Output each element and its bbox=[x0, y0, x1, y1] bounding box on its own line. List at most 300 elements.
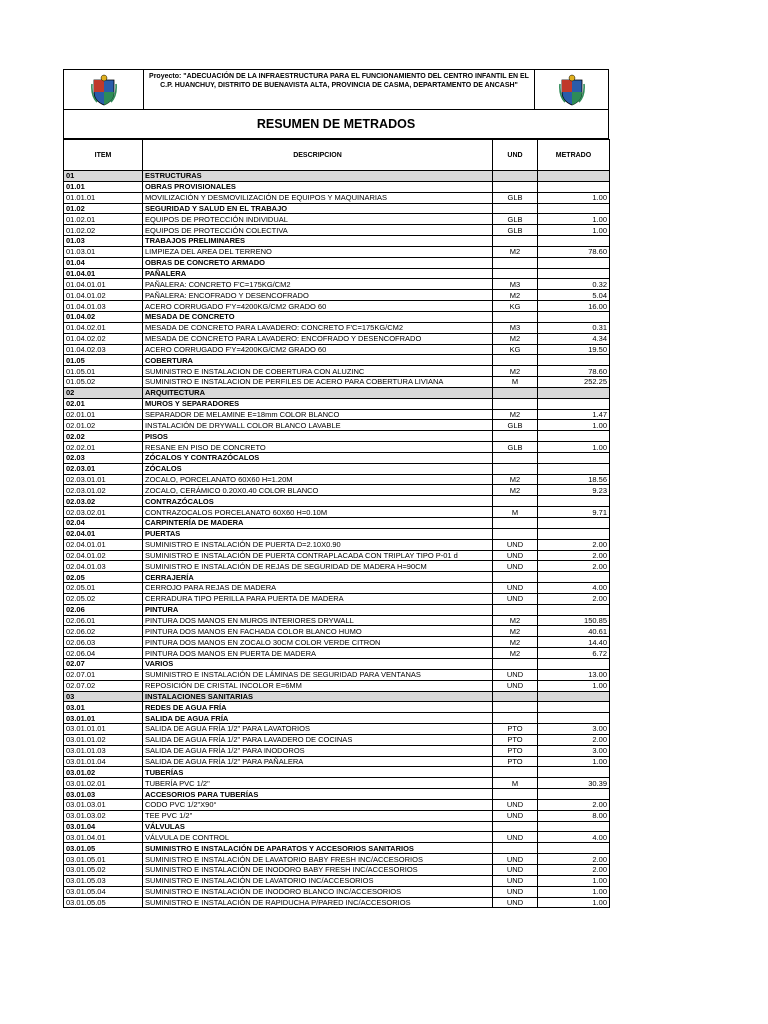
table-row bbox=[64, 886, 610, 897]
table-row bbox=[64, 496, 610, 507]
item-cell: 03.01.03.01 bbox=[64, 799, 143, 810]
metrado-cell bbox=[538, 257, 610, 268]
unit-cell bbox=[493, 463, 538, 474]
item-cell: 03.01.05 bbox=[64, 843, 143, 854]
description-cell: VÁLVULA DE CONTROL bbox=[143, 832, 493, 843]
unit-cell bbox=[493, 767, 538, 778]
project-title: Proyecto: "ADECUACIÓN DE LA INFRAESTRUCTURA PARA EL FUNCIONAMIENTO DEL CENTRO INFANTIL EN EL C.P. HUANCHUY, DISTRITO DE BUENAVISTA ALTA, PROVINCIA DE CASMA, DEPARTAMENTO DE ANCASH" bbox=[149, 73, 529, 89]
item-cell: 01.02.02 bbox=[64, 225, 143, 236]
item-cell: 01.04.01.01 bbox=[64, 279, 143, 290]
item-cell: 01.03 bbox=[64, 236, 143, 247]
metrado-cell bbox=[538, 821, 610, 832]
metrado-cell: 1.00 bbox=[538, 420, 610, 431]
unit-cell: M2 bbox=[493, 485, 538, 496]
item-cell: 02.05.02 bbox=[64, 593, 143, 604]
description-cell: MUROS Y SEPARADORES bbox=[143, 398, 493, 409]
table-row bbox=[64, 171, 610, 182]
metrado-cell bbox=[538, 528, 610, 539]
document-title: RESUMEN DE METRADOS bbox=[63, 110, 609, 139]
metrado-cell: 3.00 bbox=[538, 745, 610, 756]
table-row bbox=[64, 767, 610, 778]
description-cell: PAÑALERA bbox=[143, 268, 493, 279]
unit-cell: M2 bbox=[493, 290, 538, 301]
unit-cell bbox=[493, 572, 538, 583]
description-cell: INSTALACIONES SANITARIAS bbox=[143, 691, 493, 702]
table-row bbox=[64, 756, 610, 767]
unit-cell: UND bbox=[493, 810, 538, 821]
unit-cell bbox=[493, 702, 538, 713]
left-shield-logo bbox=[64, 70, 144, 109]
unit-cell: UND bbox=[493, 865, 538, 876]
unit-cell: M2 bbox=[493, 637, 538, 648]
table-row bbox=[64, 420, 610, 431]
item-cell: 01.03.01 bbox=[64, 246, 143, 257]
metrado-cell bbox=[538, 702, 610, 713]
item-cell: 01 bbox=[64, 171, 143, 182]
metrado-cell: 78.60 bbox=[538, 366, 610, 377]
unit-cell bbox=[493, 355, 538, 366]
description-cell: SUMINISTRO E INSTALACIÓN DE APARATOS Y ACCESORIOS SANITARIOS bbox=[143, 843, 493, 854]
description-cell: PAÑALERA: CONCRETO F'C=175KG/CM2 bbox=[143, 279, 493, 290]
metrado-cell: 78.60 bbox=[538, 246, 610, 257]
unit-cell: PTO bbox=[493, 734, 538, 745]
unit-cell: M bbox=[493, 507, 538, 518]
table-row bbox=[64, 268, 610, 279]
coat-of-arms-icon bbox=[91, 74, 117, 106]
metrado-cell: 2.00 bbox=[538, 539, 610, 550]
metrado-cell: 252.25 bbox=[538, 377, 610, 388]
description-cell: SALIDA DE AGUA FRÍA bbox=[143, 713, 493, 724]
item-cell: 03 bbox=[64, 691, 143, 702]
item-cell: 03.01.01.04 bbox=[64, 756, 143, 767]
item-cell: 01.04.02.03 bbox=[64, 344, 143, 355]
unit-cell bbox=[493, 604, 538, 615]
unit-cell bbox=[493, 496, 538, 507]
metrado-cell: 1.00 bbox=[538, 225, 610, 236]
description-cell: PINTURA DOS MANOS EN PUERTA DE MADERA bbox=[143, 648, 493, 659]
table-row bbox=[64, 734, 610, 745]
metrados-table bbox=[63, 139, 610, 908]
table-row bbox=[64, 648, 610, 659]
table-row bbox=[64, 572, 610, 583]
item-cell: 02.03.02 bbox=[64, 496, 143, 507]
unit-cell bbox=[493, 203, 538, 214]
metrado-cell: 1.00 bbox=[538, 680, 610, 691]
metrado-cell: 9.23 bbox=[538, 485, 610, 496]
unit-cell: UND bbox=[493, 875, 538, 886]
description-cell: COBERTURA bbox=[143, 355, 493, 366]
table-row bbox=[64, 322, 610, 333]
unit-cell: M2 bbox=[493, 474, 538, 485]
metrado-cell: 4.00 bbox=[538, 583, 610, 594]
table-row bbox=[64, 583, 610, 594]
metrado-cell: 2.00 bbox=[538, 550, 610, 561]
metrado-cell: 2.00 bbox=[538, 854, 610, 865]
metrado-cell bbox=[538, 398, 610, 409]
item-cell: 02.05.01 bbox=[64, 583, 143, 594]
description-cell: PINTURA DOS MANOS EN FACHADA COLOR BLANCO HUMO bbox=[143, 626, 493, 637]
description-cell: ARQUITECTURA bbox=[143, 387, 493, 398]
item-cell: 02.06.03 bbox=[64, 637, 143, 648]
description-cell: SUMINISTRO E INSTALACIÓN DE INODORO BLANCO INC/ACCESORIOS bbox=[143, 886, 493, 897]
item-cell: 02.07.02 bbox=[64, 680, 143, 691]
item-cell: 02 bbox=[64, 387, 143, 398]
description-cell: PINTURA DOS MANOS EN ZOCALO 30CM COLOR VERDE CITRON bbox=[143, 637, 493, 648]
metrado-cell bbox=[538, 181, 610, 192]
metrado-cell: 6.72 bbox=[538, 648, 610, 659]
table-row bbox=[64, 810, 610, 821]
table-row bbox=[64, 257, 610, 268]
item-cell: 01.02.01 bbox=[64, 214, 143, 225]
description-cell: SUMINISTRO E INSTALACIÓN DE REJAS DE SEGURIDAD DE MADERA H=90CM bbox=[143, 561, 493, 572]
table-row bbox=[64, 528, 610, 539]
metrado-cell: 2.00 bbox=[538, 593, 610, 604]
unit-cell: UND bbox=[493, 897, 538, 908]
unit-cell bbox=[493, 171, 538, 182]
metrado-cell: 2.00 bbox=[538, 799, 610, 810]
metrado-cell: 1.00 bbox=[538, 875, 610, 886]
unit-cell: UND bbox=[493, 550, 538, 561]
description-cell: CONTRAZÓCALOS bbox=[143, 496, 493, 507]
column-header-metrado: METRADO bbox=[538, 140, 610, 171]
item-cell: 03.01.01 bbox=[64, 713, 143, 724]
description-cell: MESADA DE CONCRETO bbox=[143, 311, 493, 322]
description-cell: CERROJO PARA REJAS DE MADERA bbox=[143, 583, 493, 594]
description-cell: TUBERÍAS bbox=[143, 767, 493, 778]
unit-cell bbox=[493, 398, 538, 409]
table-row bbox=[64, 181, 610, 192]
description-cell: TRABAJOS PRELIMINARES bbox=[143, 236, 493, 247]
description-cell: ACERO CORRUGADO F'Y=4200KG/CM2 GRADO 60 bbox=[143, 301, 493, 312]
unit-cell bbox=[493, 431, 538, 442]
item-cell: 03.01.03 bbox=[64, 789, 143, 800]
table-row bbox=[64, 821, 610, 832]
description-cell: CERRADURA TIPO PERILLA PARA PUERTA DE MADERA bbox=[143, 593, 493, 604]
unit-cell bbox=[493, 713, 538, 724]
unit-cell bbox=[493, 387, 538, 398]
table-row bbox=[64, 593, 610, 604]
item-cell: 03.01.04 bbox=[64, 821, 143, 832]
table-row bbox=[64, 518, 610, 529]
metrado-cell: 1.00 bbox=[538, 442, 610, 453]
unit-cell bbox=[493, 528, 538, 539]
table-row bbox=[64, 301, 610, 312]
description-cell: ACERO CORRUGADO F'Y=4200KG/CM2 GRADO 60 bbox=[143, 344, 493, 355]
description-cell: EQUIPOS DE PROTECCIÓN INDIVIDUAL bbox=[143, 214, 493, 225]
item-cell: 03.01.01.03 bbox=[64, 745, 143, 756]
table-row bbox=[64, 398, 610, 409]
unit-cell: PTO bbox=[493, 724, 538, 735]
description-cell: ZOCALO, CERÁMICO 0.20X0.40 COLOR BLANCO bbox=[143, 485, 493, 496]
table-row bbox=[64, 799, 610, 810]
unit-cell bbox=[493, 236, 538, 247]
table-row bbox=[64, 442, 610, 453]
table-row bbox=[64, 658, 610, 669]
metrado-cell bbox=[538, 431, 610, 442]
item-cell: 03.01.02.01 bbox=[64, 778, 143, 789]
item-cell: 02.03.01.02 bbox=[64, 485, 143, 496]
description-cell: SALIDA DE AGUA FRÍA 1/2" PARA LAVATORIOS bbox=[143, 724, 493, 735]
table-row bbox=[64, 236, 610, 247]
unit-cell: PTO bbox=[493, 756, 538, 767]
description-cell: SALIDA DE AGUA FRÍA 1/2" PARA INODOROS bbox=[143, 745, 493, 756]
metrado-cell: 5.04 bbox=[538, 290, 610, 301]
metrado-cell: 18.56 bbox=[538, 474, 610, 485]
item-cell: 03.01.05.03 bbox=[64, 875, 143, 886]
table-row bbox=[64, 507, 610, 518]
unit-cell: M2 bbox=[493, 333, 538, 344]
metrado-cell bbox=[538, 572, 610, 583]
item-cell: 01.04.02.02 bbox=[64, 333, 143, 344]
item-cell: 01.04.02 bbox=[64, 311, 143, 322]
description-cell: LIMPIEZA DEL AREA DEL TERRENO bbox=[143, 246, 493, 257]
table-row bbox=[64, 897, 610, 908]
description-cell: REDES DE AGUA FRÍA bbox=[143, 702, 493, 713]
unit-cell: UND bbox=[493, 854, 538, 865]
unit-cell bbox=[493, 658, 538, 669]
description-cell: MESADA DE CONCRETO PARA LAVADERO: ENCOFRADO Y DESENCOFRADO bbox=[143, 333, 493, 344]
table-row bbox=[64, 637, 610, 648]
unit-cell: UND bbox=[493, 680, 538, 691]
unit-cell: UND bbox=[493, 593, 538, 604]
table-row bbox=[64, 474, 610, 485]
unit-cell: M2 bbox=[493, 409, 538, 420]
unit-cell: M2 bbox=[493, 366, 538, 377]
table-row bbox=[64, 713, 610, 724]
unit-cell: UND bbox=[493, 583, 538, 594]
metrado-cell: 9.71 bbox=[538, 507, 610, 518]
item-cell: 01.04.01 bbox=[64, 268, 143, 279]
description-cell: EQUIPOS DE PROTECCIÓN COLECTIVA bbox=[143, 225, 493, 236]
table-row bbox=[64, 333, 610, 344]
metrado-cell bbox=[538, 691, 610, 702]
unit-cell: GLB bbox=[493, 420, 538, 431]
metrado-cell: 2.00 bbox=[538, 865, 610, 876]
column-header-item: ITEM bbox=[64, 140, 143, 171]
description-cell: PUERTAS bbox=[143, 528, 493, 539]
metrado-cell bbox=[538, 713, 610, 724]
description-cell: CONTRAZOCALOS PORCELANATO 60X60 H=0.10M bbox=[143, 507, 493, 518]
unit-cell: GLB bbox=[493, 442, 538, 453]
metrado-cell bbox=[538, 496, 610, 507]
table-row bbox=[64, 615, 610, 626]
document-header bbox=[63, 69, 609, 110]
metrado-cell: 30.39 bbox=[538, 778, 610, 789]
metrado-cell: 13.00 bbox=[538, 669, 610, 680]
metrado-cell bbox=[538, 236, 610, 247]
unit-cell: M bbox=[493, 778, 538, 789]
description-cell: PISOS bbox=[143, 431, 493, 442]
description-cell: ESTRUCTURAS bbox=[143, 171, 493, 182]
item-cell: 02.06.02 bbox=[64, 626, 143, 637]
table-row bbox=[64, 604, 610, 615]
metrado-cell: 0.32 bbox=[538, 279, 610, 290]
metrado-cell: 16.00 bbox=[538, 301, 610, 312]
table-row bbox=[64, 344, 610, 355]
description-cell: VARIOS bbox=[143, 658, 493, 669]
description-cell: SEPARADOR DE MELAMINE E=18mm COLOR BLANCO bbox=[143, 409, 493, 420]
item-cell: 03.01.05.01 bbox=[64, 854, 143, 865]
description-cell: ZÓCALOS bbox=[143, 463, 493, 474]
item-cell: 02.04 bbox=[64, 518, 143, 529]
unit-cell: M2 bbox=[493, 648, 538, 659]
table-row bbox=[64, 669, 610, 680]
metrado-cell bbox=[538, 767, 610, 778]
table-row bbox=[64, 832, 610, 843]
description-cell: SUMINISTRO E INSTALACIÓN DE LÁMINAS DE SEGURIDAD PARA VENTANAS bbox=[143, 669, 493, 680]
description-cell: ZÓCALOS Y CONTRAZÓCALOS bbox=[143, 452, 493, 463]
item-cell: 03.01.01.02 bbox=[64, 734, 143, 745]
unit-cell: UND bbox=[493, 669, 538, 680]
metrado-cell bbox=[538, 452, 610, 463]
item-cell: 02.06.01 bbox=[64, 615, 143, 626]
item-cell: 02.04.01.02 bbox=[64, 550, 143, 561]
unit-cell: UND bbox=[493, 799, 538, 810]
metrado-cell: 0.31 bbox=[538, 322, 610, 333]
item-cell: 01.04.02.01 bbox=[64, 322, 143, 333]
unit-cell bbox=[493, 311, 538, 322]
description-cell: SUMINISTRO E INSTALACIÓN DE RAPIDUCHA P/PARED INC/ACCESORIOS bbox=[143, 897, 493, 908]
table-row bbox=[64, 865, 610, 876]
unit-cell bbox=[493, 257, 538, 268]
description-cell: SUMINISTRO E INSTALACION DE COBERTURA CON ALUZINC bbox=[143, 366, 493, 377]
metrados-sheet bbox=[63, 69, 609, 908]
metrado-cell bbox=[538, 658, 610, 669]
item-cell: 02.01.01 bbox=[64, 409, 143, 420]
unit-cell: PTO bbox=[493, 745, 538, 756]
metrado-cell: 4.00 bbox=[538, 832, 610, 843]
item-cell: 02.03.01 bbox=[64, 463, 143, 474]
metrado-cell: 19.50 bbox=[538, 344, 610, 355]
metrado-cell: 1.47 bbox=[538, 409, 610, 420]
table-body bbox=[64, 171, 610, 908]
table-row bbox=[64, 854, 610, 865]
item-cell: 03.01.01.01 bbox=[64, 724, 143, 735]
table-row bbox=[64, 431, 610, 442]
unit-cell: GLB bbox=[493, 214, 538, 225]
table-row bbox=[64, 724, 610, 735]
item-cell: 02.06 bbox=[64, 604, 143, 615]
description-cell: RESANE EN PISO DE CONCRETO bbox=[143, 442, 493, 453]
metrado-cell bbox=[538, 268, 610, 279]
description-cell: OBRAS PROVISIONALES bbox=[143, 181, 493, 192]
unit-cell: KG bbox=[493, 344, 538, 355]
item-cell: 02.07 bbox=[64, 658, 143, 669]
description-cell: SALIDA DE AGUA FRÍA 1/2" PARA LAVADERO DE COCINAS bbox=[143, 734, 493, 745]
unit-cell bbox=[493, 691, 538, 702]
item-cell: 01.05.01 bbox=[64, 366, 143, 377]
metrado-cell: 1.00 bbox=[538, 897, 610, 908]
unit-cell bbox=[493, 789, 538, 800]
table-row bbox=[64, 680, 610, 691]
description-cell: SUMINISTRO E INSTALACIÓN DE LAVATORIO INC/ACCESORIOS bbox=[143, 875, 493, 886]
unit-cell bbox=[493, 452, 538, 463]
metrado-cell: 1.00 bbox=[538, 214, 610, 225]
item-cell: 03.01.05.04 bbox=[64, 886, 143, 897]
table-header-row bbox=[64, 140, 610, 171]
table-row bbox=[64, 561, 610, 572]
description-cell: SUMINISTRO E INSTALACIÓN DE INODORO BABY FRESH INC/ACCESORIOS bbox=[143, 865, 493, 876]
metrado-cell: 4.34 bbox=[538, 333, 610, 344]
table-row bbox=[64, 409, 610, 420]
metrado-cell bbox=[538, 355, 610, 366]
table-row bbox=[64, 387, 610, 398]
column-header-und: UND bbox=[493, 140, 538, 171]
unit-cell: GLB bbox=[493, 225, 538, 236]
item-cell: 02.03.02.01 bbox=[64, 507, 143, 518]
metrado-cell bbox=[538, 518, 610, 529]
item-cell: 02.02 bbox=[64, 431, 143, 442]
unit-cell: M bbox=[493, 377, 538, 388]
item-cell: 01.01 bbox=[64, 181, 143, 192]
metrado-cell bbox=[538, 789, 610, 800]
unit-cell: UND bbox=[493, 539, 538, 550]
description-cell: SUMINISTRO E INSTALACIÓN DE PUERTA CONTRAPLACADA CON TRIPLAY TIPO P-01 d bbox=[143, 550, 493, 561]
description-cell: PAÑALERA: ENCOFRADO Y DESENCOFRADO bbox=[143, 290, 493, 301]
description-cell: SALIDA DE AGUA FRÍA 1/2" PARA PAÑALERA bbox=[143, 756, 493, 767]
metrado-cell bbox=[538, 387, 610, 398]
metrado-cell bbox=[538, 604, 610, 615]
table-row bbox=[64, 377, 610, 388]
description-cell: CARPINTERÍA DE MADERA bbox=[143, 518, 493, 529]
metrado-cell: 2.00 bbox=[538, 561, 610, 572]
table-row bbox=[64, 366, 610, 377]
table-row bbox=[64, 246, 610, 257]
item-cell: 01.01.01 bbox=[64, 192, 143, 203]
description-cell: TEE PVC 1/2" bbox=[143, 810, 493, 821]
table-row bbox=[64, 452, 610, 463]
item-cell: 02.03 bbox=[64, 452, 143, 463]
metrado-cell bbox=[538, 463, 610, 474]
description-cell: TUBERÍA PVC 1/2" bbox=[143, 778, 493, 789]
metrado-cell: 2.00 bbox=[538, 734, 610, 745]
metrado-cell: 40.61 bbox=[538, 626, 610, 637]
unit-cell: M3 bbox=[493, 322, 538, 333]
description-cell: CODO PVC 1/2"X90° bbox=[143, 799, 493, 810]
item-cell: 01.05.02 bbox=[64, 377, 143, 388]
unit-cell: M3 bbox=[493, 279, 538, 290]
metrado-cell: 1.00 bbox=[538, 192, 610, 203]
description-cell: MOVILIZACIÓN Y DESMOVILIZACIÓN DE EQUIPOS Y MAQUINARIAS bbox=[143, 192, 493, 203]
item-cell: 01.05 bbox=[64, 355, 143, 366]
metrado-cell bbox=[538, 311, 610, 322]
table-row bbox=[64, 702, 610, 713]
description-cell: SUMINISTRO E INSTALACION DE PERFILES DE ACERO PARA COBERTURA LIVIANA bbox=[143, 377, 493, 388]
table-row bbox=[64, 203, 610, 214]
item-cell: 03.01.05.02 bbox=[64, 865, 143, 876]
unit-cell bbox=[493, 843, 538, 854]
metrado-cell bbox=[538, 171, 610, 182]
metrado-cell bbox=[538, 843, 610, 854]
unit-cell bbox=[493, 821, 538, 832]
item-cell: 01.04.01.02 bbox=[64, 290, 143, 301]
description-cell: CERRAJERÍA bbox=[143, 572, 493, 583]
metrado-cell: 3.00 bbox=[538, 724, 610, 735]
table-row bbox=[64, 290, 610, 301]
metrado-cell bbox=[538, 203, 610, 214]
table-row bbox=[64, 745, 610, 756]
description-cell: PINTURA DOS MANOS EN MUROS INTERIORES DRYWALL bbox=[143, 615, 493, 626]
metrado-cell: 8.00 bbox=[538, 810, 610, 821]
item-cell: 02.05 bbox=[64, 572, 143, 583]
table-row bbox=[64, 225, 610, 236]
unit-cell: KG bbox=[493, 301, 538, 312]
unit-cell: UND bbox=[493, 886, 538, 897]
table-row bbox=[64, 539, 610, 550]
item-cell: 01.04 bbox=[64, 257, 143, 268]
metrado-cell: 1.00 bbox=[538, 886, 610, 897]
table-row bbox=[64, 626, 610, 637]
